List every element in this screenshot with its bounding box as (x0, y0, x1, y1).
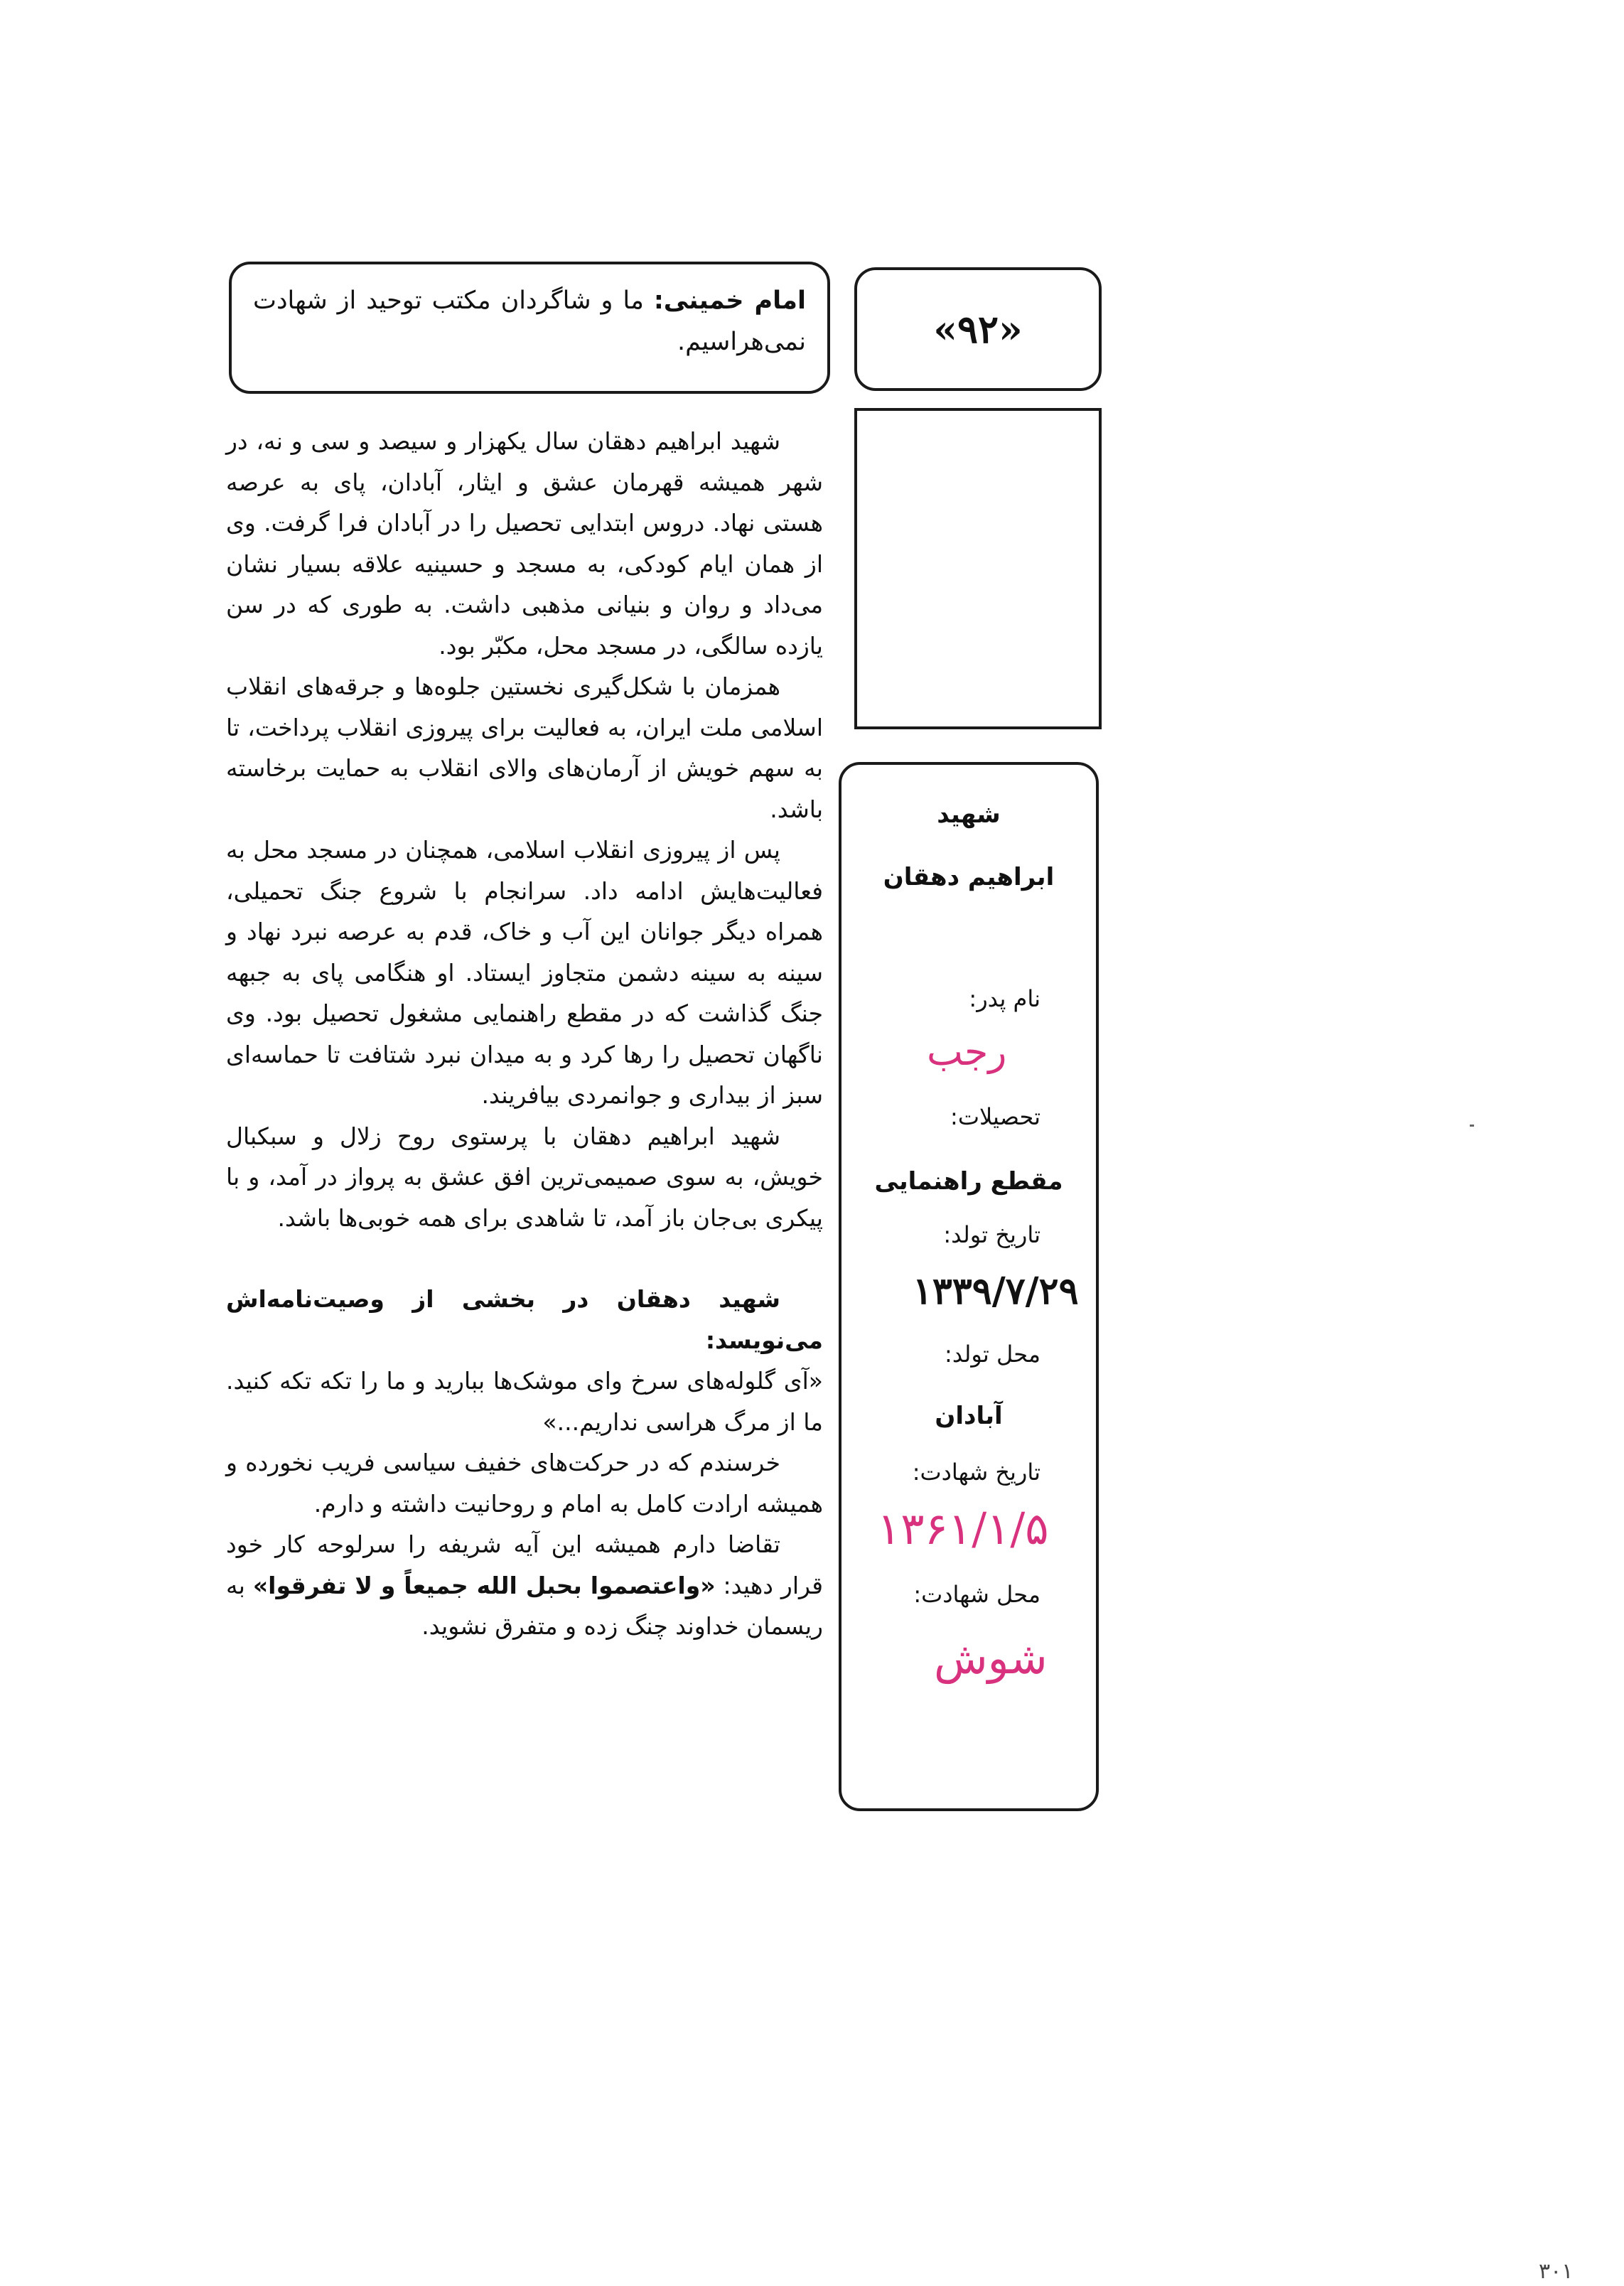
will-text: به ریسمان خداوند چنگ زده و متفرق نشوید. (226, 1571, 823, 1640)
biography-text (226, 421, 823, 1647)
father-name-value: رجب (927, 1029, 1007, 1074)
martyrdom-date-value: ۱۳۶۱/۱/۵ (877, 1503, 1049, 1555)
biography-paragraph: شهید ابراهیم دهقان سال یکهزار و سیصد و سی و نه، در شهر همیشه قهرمان عشق و ایثار، آبادان، پای به عرصه هستی نهاد. دروس ابتدایی تحصیل را در آبادان فرا گرفت. وی از همان ایام کودکی، به مسجد و حسینیه علاقه بسیار نشان می‌داد و روان و بنیانی مذهبی داشت. به طوری که در سن یازده سالگی، در مسجد محل، مکبّر بود. (226, 427, 823, 660)
martyr-number: «۹۲» (933, 306, 1023, 352)
education-label: تحصیلات: (950, 1103, 1040, 1130)
scan-speck (1470, 1125, 1474, 1127)
martyrdom-date-label: تاریخ شهادت: (912, 1459, 1040, 1486)
info-title-label: شهید (937, 800, 1001, 829)
father-name-label: نام پدر: (969, 985, 1040, 1012)
quote-author: امام خمینی: (653, 286, 806, 315)
birth-place-label: محل تولد: (945, 1341, 1040, 1368)
will-paragraph (226, 1524, 823, 1647)
quran-verse: «واعتصموا بحبل الله جمیعاً و لا تفرقوا» (252, 1571, 716, 1599)
biography-paragraph: همزمان با شکل‌گیری نخستین جلوه‌ها و جرقه‌های انقلاب اسلامی ملت ایران، به فعالیت برای پیروزی انقلاب پرداخت، تا به سهم خویش از آرمان‌های والای انقلاب به حمایت برخاسته باشد. (226, 672, 823, 823)
page-number: ۳۰۱ (1539, 2259, 1574, 2284)
education-value: مقطع راهنمایی (874, 1167, 1063, 1196)
martyr-number-box (854, 267, 1102, 391)
photo-frame (854, 408, 1102, 729)
martyrdom-place-value: شوش (934, 1632, 1048, 1684)
birth-date-label: تاریخ تولد: (943, 1221, 1040, 1248)
quote-text: ما و شاگردان مکتب توحید از شهادت نمی‌هراسیم. (253, 286, 806, 356)
will-heading: شهید دهقان در بخشی از وصیت‌نامه‌اش می‌نویسد: (226, 1285, 823, 1354)
biography-paragraph: شهید ابراهیم دهقان با پرستوی روح زلال و سبکبال خویش، به سوی صمیمی‌ترین افق عشق به پرواز در آمد، و با پیکری بی‌جان باز آمد، تا شاهدی برای همه خوبی‌ها باشد. (226, 1122, 823, 1232)
martyr-info-box (839, 762, 1099, 1811)
quote-box (229, 262, 830, 394)
birth-date-value: ۱۳۳۹/۷/۲۹ (913, 1270, 1079, 1313)
martyrdom-place-label: محل شهادت: (913, 1581, 1040, 1608)
birth-place-value: آبادان (935, 1402, 1003, 1430)
will-paragraph: خرسندم که در حرکت‌های خفیف سیاسی فریب نخورده و همیشه ارادت کامل به امام و روحانیت داشته و دارم. (226, 1449, 823, 1518)
will-paragraph: «آی گلوله‌های سرخ وای موشک‌ها ببارید و ما را تکه تکه کنید. ما از مرگ هراسی نداریم...» (226, 1367, 823, 1436)
martyr-name: ابراهیم دهقان (883, 863, 1055, 891)
will-text: تقاضا دارم همیشه این آیه شریفه را سرلوحه کار خود قرار دهید: (226, 1530, 824, 1599)
biography-paragraph: پس از پیروزی انقلاب اسلامی، همچنان در مسجد محل به فعالیت‌هایش ادامه داد. سرانجام با شروع جنگ تحمیلی، همراه دیگر جوانان این آب و خاک، قدم به عرصه نبرد نهاد و سینه به سینه دشمن متجاوز ایستاد. او هنگامی پای به جبهه جنگ گذاشت که در مقطع راهنمایی مشغول تحصیل بود. وی ناگهان تحصیل را رها کرد و به میدان نبرد شتافت تا حماسه‌ای سبز از بیداری و جوانمردی بیافریند. (226, 836, 823, 1109)
